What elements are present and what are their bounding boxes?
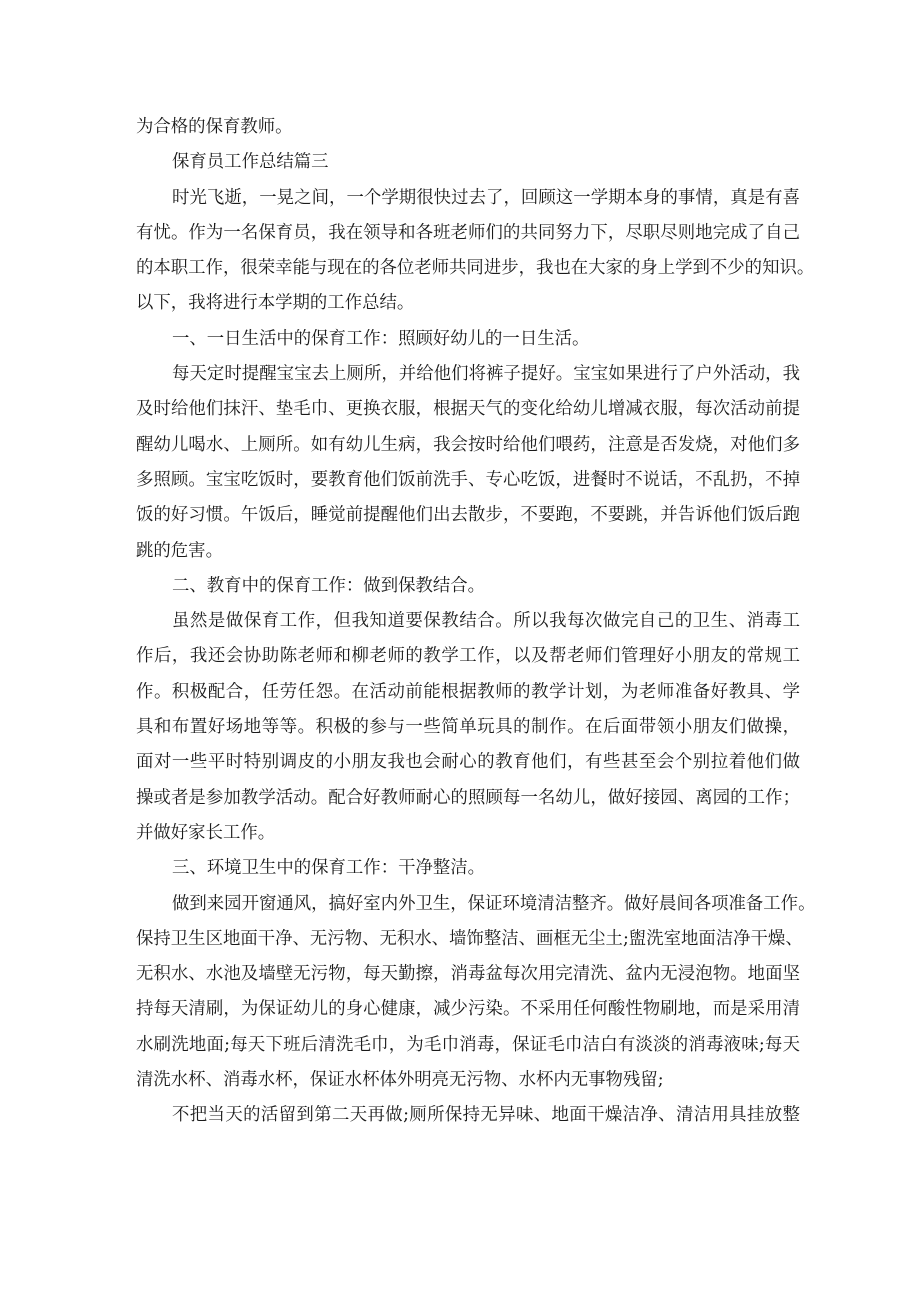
text-line: 作。积极配合，任劳任怨。在活动前能根据教师的教学计划，为老师准备好教具、学 xyxy=(136,681,800,702)
text-line: 清洗水杯、消毒水杯，保证水杯体外明亮无污物、水杯内无事物残留; xyxy=(136,1070,664,1091)
text-line: 作后，我还会协助陈老师和柳老师的教学工作，以及帮老师们管理好小朋友的常规工 xyxy=(136,646,800,667)
text-line: 醒幼儿喝水、上厕所。如有幼儿生病，我会按时给他们喂药，注意是否发烧，对他们多 xyxy=(136,434,800,455)
text-line: 虽然是做保育工作，但我知道要保教结合。所以我每次做完自己的卫生、消毒工 xyxy=(172,611,800,632)
text-line: 的本职工作，很荣幸能与现在的各位老师共同进步，我也在大家的身上学到不少的知识。 xyxy=(136,258,815,279)
text-line: 跳的危害。 xyxy=(136,540,223,561)
text-line: 以下，我将进行本学期的工作总结。 xyxy=(136,293,415,314)
text-line: 饭的好习惯。午饭后，睡觉前提醒他们出去散步，不要跑，不要跳，并告诉他们饭后跑 xyxy=(136,505,800,526)
text-line: 多照顾。宝宝吃饭时，要教育他们饭前洗手、专心吃饭，进餐时不说话，不乱扔，不掉 xyxy=(136,469,800,490)
text-line: 具和布置好场地等等。积极的参与一些简单玩具的制作。在后面带领小朋友们做操， xyxy=(136,717,800,738)
document-body xyxy=(136,110,816,1134)
text-line: 做到来园开窗通风，搞好室内外卫生，保证环境清洁整齐。做好晨间各项准备工作。 xyxy=(172,893,816,914)
text-line: 时光飞逝，一晃之间，一个学期很快过去了，回顾这一学期本身的事情，真是有喜 xyxy=(172,187,800,208)
text-line: 有忧。作为一名保育员，我在领导和各班老师们的共同努力下，尽职尽则地完成了自己 xyxy=(136,222,800,243)
section-heading: 二、教育中的保育工作：做到保教结合。 xyxy=(172,575,486,596)
text-line: 及时给他们抹汗、垫毛巾、更换衣服，根据天气的变化给幼儿增减衣服，每次活动前提 xyxy=(136,399,800,420)
text-line: 操或者是参加教学活动。配合好教师耐心的照顾每一名幼儿，做好接园、离园的工作； xyxy=(136,787,800,808)
text-line: 不把当天的活留到第二天再做;厕所保持无异味、地面干燥洁净、清洁用具挂放整 xyxy=(172,1105,800,1126)
text-line: 持每天清刷，为保证幼儿的身心健康，减少污染。不采用任何酸性物刷地，而是采用清 xyxy=(136,999,800,1020)
section-heading: 三、环境卫生中的保育工作：干净整洁。 xyxy=(172,858,486,879)
text-line: 水刷洗地面;每天下班后清洗毛巾，为毛巾消毒，保证毛巾洁白有淡淡的消毒液味;每天 xyxy=(136,1034,800,1055)
section-heading: 一、一日生活中的保育工作：照顾好幼儿的一日生活。 xyxy=(172,328,590,349)
section-title: 保育员工作总结篇三 xyxy=(172,152,329,173)
text-line: 每天定时提醒宝宝去上厕所，并给他们将裤子提好。宝宝如果进行了户外活动，我 xyxy=(172,364,800,385)
text-line: 为合格的保育教师。 xyxy=(136,117,293,137)
text-line: 保持卫生区地面干净、无污物、无积水、墙饰整洁、画框无尘土;盥洗室地面洁净干燥、 xyxy=(136,928,803,949)
text-line: 无积水、水池及墙壁无污物，每天勤擦，消毒盆每次用完清洗、盆内无浸泡物。地面坚 xyxy=(136,964,800,985)
text-line: 并做好家长工作。 xyxy=(136,822,276,843)
text-line: 面对一些平时特别调皮的小朋友我也会耐心的教育他们，有些甚至会个别拉着他们做 xyxy=(136,752,800,773)
